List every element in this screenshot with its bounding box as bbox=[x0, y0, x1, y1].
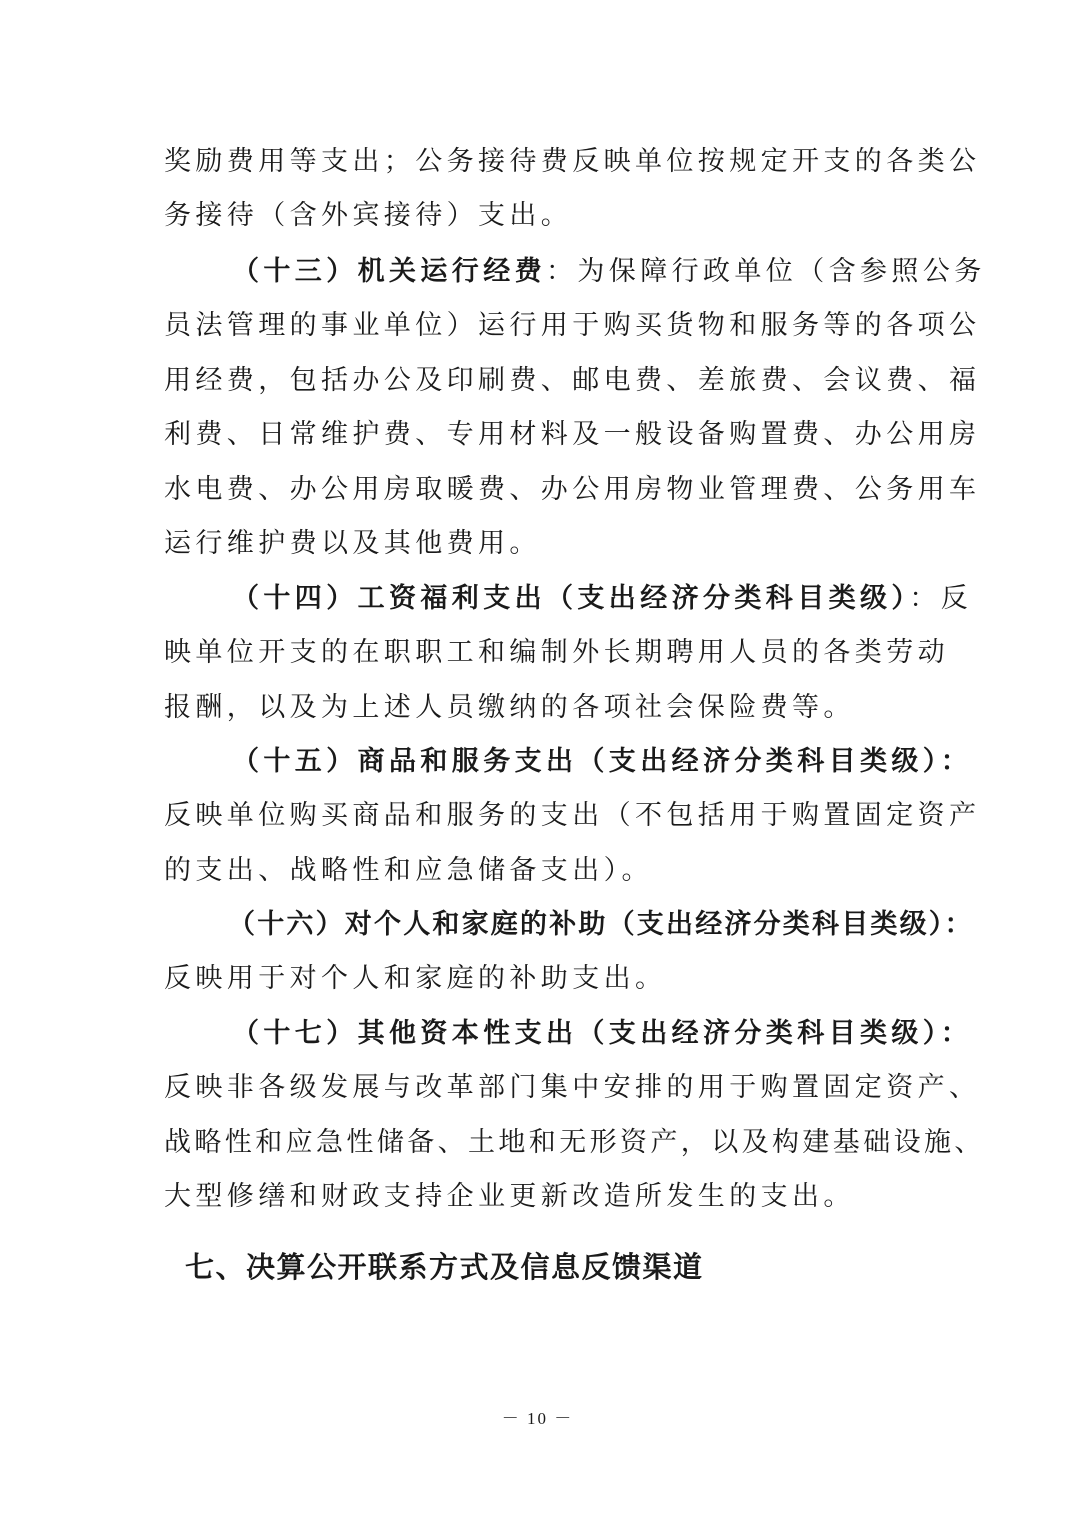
body-line: 反映用于对个人和家庭的补助支出。 bbox=[164, 963, 667, 994]
page-number: － 10 － bbox=[501, 1409, 574, 1428]
body-line: 务接待（含外宾接待）支出。 bbox=[164, 200, 573, 231]
body-line: 奖励费用等支出；公务接待费反映单位按规定开支的各类公 bbox=[164, 146, 981, 177]
body-line: 水电费、办公用房取暖费、办公用房物业管理费、公务用车 bbox=[164, 474, 981, 505]
section-13-line bbox=[232, 252, 986, 292]
body-line: 利费、日常维护费、专用材料及一般设备购置费、办公用房 bbox=[164, 419, 981, 450]
body-line: 战略性和应急性储备、土地和无形资产，以及构建基础设施、 bbox=[164, 1127, 985, 1158]
body-line: 反映非各级发展与改革部门集中安排的用于购置固定资产、 bbox=[164, 1072, 981, 1103]
section-heading: 七、决算公开联系方式及信息反馈渠道 bbox=[185, 1250, 704, 1284]
body-line: 反映单位购买商品和服务的支出（不包括用于购置固定资产 bbox=[164, 800, 981, 831]
section-13-text: ：为保障行政单位（含参照公务 bbox=[546, 256, 986, 287]
body-line: 大型修缮和财政支持企业更新改造所发生的支出。 bbox=[164, 1181, 855, 1212]
body-line: 的支出、战略性和应急储备支出）。 bbox=[164, 855, 653, 886]
section-14-title: （十四）工资福利支出（支出经济分类科目类级） bbox=[232, 583, 910, 614]
section-15-title: （十五）商品和服务支出（支出经济分类科目类级）： bbox=[232, 746, 973, 777]
section-16-title: （十六）对个人和家庭的补助（支出经济分类科目类级）： bbox=[228, 909, 974, 940]
body-line: 映单位开支的在职职工和编制外长期聘用人员的各类劳动 bbox=[164, 637, 949, 668]
section-17-title: （十七）其他资本性支出（支出经济分类科目类级）： bbox=[232, 1018, 973, 1049]
body-line: 运行维护费以及其他费用。 bbox=[164, 528, 541, 559]
body-line: 报酬，以及为上述人员缴纳的各项社会保险费等。 bbox=[164, 692, 855, 723]
section-14-line bbox=[232, 579, 973, 619]
section-14-text: ：反 bbox=[909, 583, 973, 614]
section-13-title: （十三）机关运行经费 bbox=[232, 256, 546, 287]
body-line: 用经费，包括办公及印刷费、邮电费、差旅费、会议费、福 bbox=[164, 365, 981, 396]
body-line: 员法管理的事业单位）运行用于购买货物和服务等的各项公 bbox=[164, 310, 981, 341]
